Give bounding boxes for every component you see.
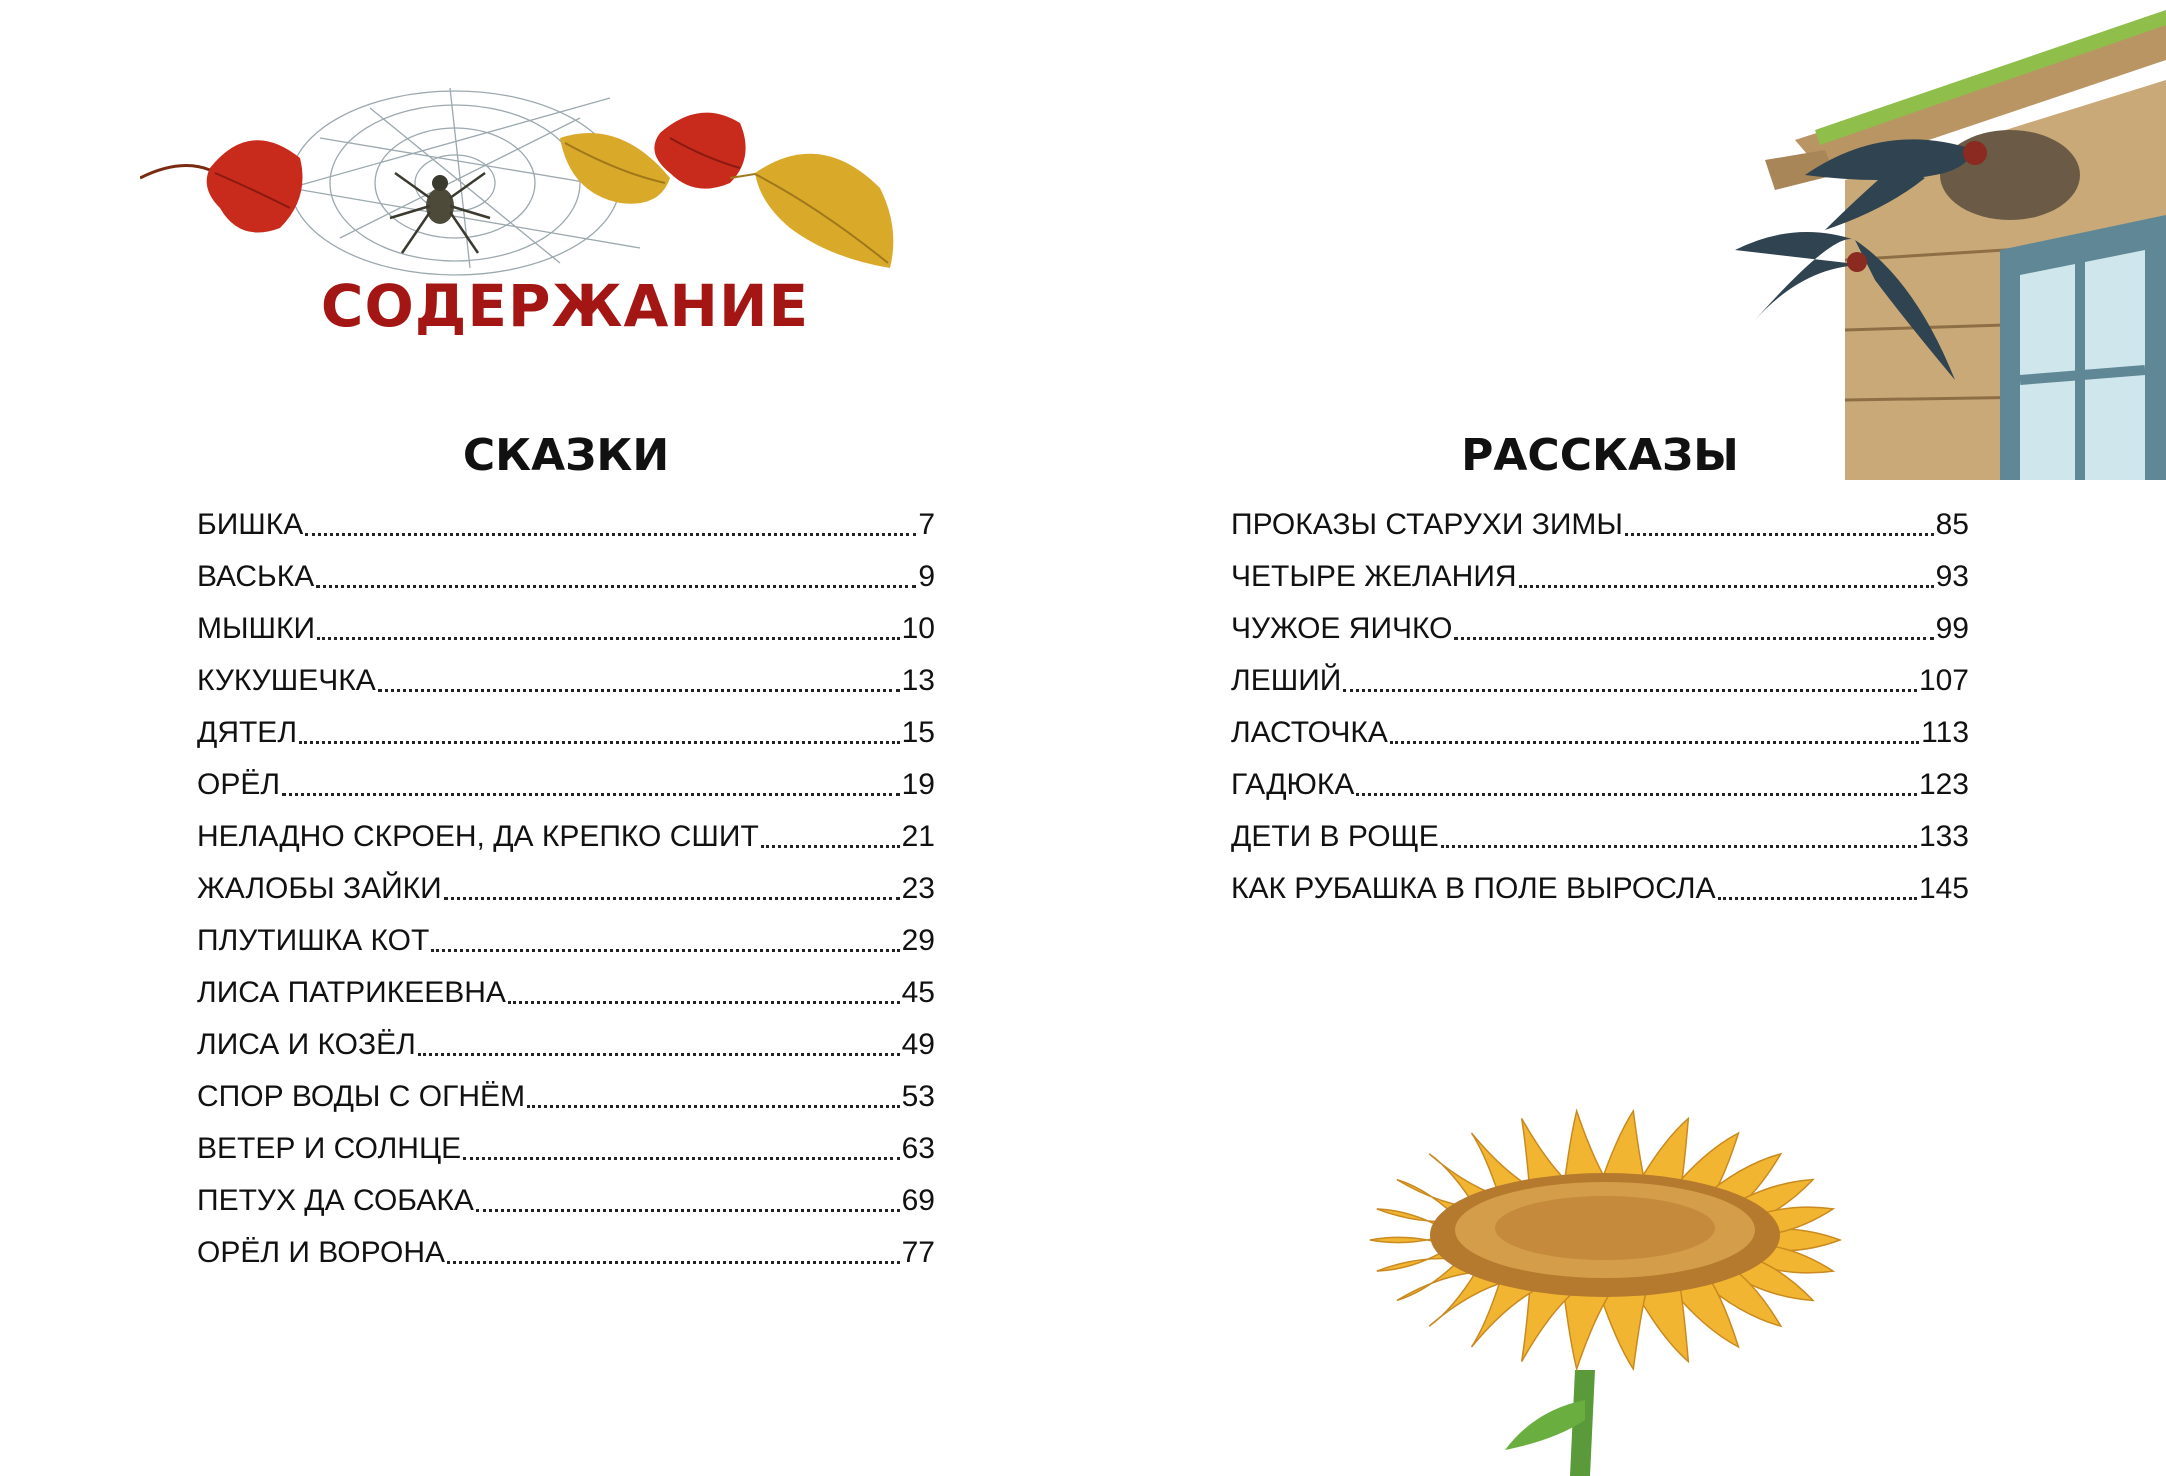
toc-entry-page: 123 — [1918, 768, 1969, 801]
toc-leader-dots — [447, 1261, 900, 1264]
toc-entry-page: 113 — [1921, 716, 1969, 749]
toc-leader-dots — [418, 1053, 900, 1056]
toc-entry — [197, 1123, 935, 1175]
toc-entry — [197, 707, 935, 759]
toc-entry-page: 23 — [901, 872, 935, 905]
toc-leader-dots — [1343, 689, 1917, 692]
toc-entry-page: 77 — [901, 1236, 935, 1269]
spider-icon — [390, 173, 490, 253]
toc-entry — [197, 603, 935, 655]
toc-entry — [1231, 603, 1969, 655]
toc-leader-dots — [1390, 741, 1919, 744]
toc-entry-title: ЛИСА ПАТРИКЕЕВНА — [197, 976, 506, 1009]
toc-leader-dots — [1454, 637, 1933, 640]
toc-leader-dots — [316, 585, 916, 588]
stories-heading: РАССКАЗЫ — [1461, 430, 1739, 481]
toc-entry-page: 107 — [1918, 664, 1969, 697]
toc-entry-title: ПЛУТИШКА КОТ — [197, 924, 430, 957]
toc-entry-page: 15 — [901, 716, 935, 749]
toc-leader-dots — [431, 949, 899, 952]
toc-entry — [1231, 655, 1969, 707]
toc-entry-page: 85 — [1935, 508, 1969, 541]
window — [2000, 215, 2166, 480]
red-leaf-left — [140, 140, 303, 232]
toc-entry-title: МЫШКИ — [197, 612, 316, 645]
toc-entry-title: ОРЁЛ И ВОРОНА — [197, 1236, 445, 1269]
toc-entry-title: ОРЁЛ — [197, 768, 281, 801]
toc-entry — [197, 551, 935, 603]
toc-entry-title: ЧЕТЫРЕ ЖЕЛАНИЯ — [1231, 560, 1517, 593]
toc-entry-title: ДЯТЕЛ — [197, 716, 298, 749]
toc-entry-title: КАК РУБАШКА В ПОЛЕ ВЫРОСЛА — [1231, 872, 1716, 905]
toc-entry-page: 53 — [901, 1080, 935, 1113]
toc-entry-page: 13 — [901, 664, 935, 697]
toc-entry-page: 99 — [1935, 612, 1969, 645]
toc-entry-page: 7 — [918, 508, 935, 541]
toc-entry-page: 9 — [918, 560, 935, 593]
toc-entry-page: 145 — [1918, 872, 1969, 905]
toc-leader-dots — [444, 897, 900, 900]
toc-entry-page: 63 — [901, 1132, 935, 1165]
toc-leader-dots — [317, 637, 900, 640]
toc-entry — [197, 967, 935, 1019]
toc-leader-dots — [761, 845, 900, 848]
fairy-tales-list — [197, 499, 935, 1279]
toc-entry-page: 45 — [901, 976, 935, 1009]
toc-entry — [1231, 811, 1969, 863]
page-title: СОДЕРЖАНИЕ — [320, 272, 810, 340]
toc-leader-dots — [1519, 585, 1934, 588]
yellow-leaf-right — [730, 154, 893, 268]
toc-entry — [1231, 707, 1969, 759]
toc-entry-title: ЧУЖОЕ ЯИЧКО — [1231, 612, 1453, 645]
toc-entry — [1231, 759, 1969, 811]
sunflower-petal — [1522, 1285, 1575, 1361]
toc-entry — [197, 1019, 935, 1071]
toc-leader-dots — [1718, 897, 1917, 900]
toc-entry-page: 69 — [901, 1184, 935, 1217]
toc-entry — [197, 759, 935, 811]
toc-entry-page: 49 — [901, 1028, 935, 1061]
sunflower-illustration — [1285, 1070, 1925, 1476]
toc-leader-dots — [1356, 793, 1917, 796]
toc-entry — [197, 499, 935, 551]
nest — [1940, 130, 2080, 220]
toc-leader-dots — [476, 1209, 900, 1212]
toc-entry-title: ДЕТИ В РОЩЕ — [1231, 820, 1439, 853]
toc-entry-title: ПРОКАЗЫ СТАРУХИ ЗИМЫ — [1231, 508, 1623, 541]
toc-entry-page: 93 — [1935, 560, 1969, 593]
toc-entry-page: 19 — [901, 768, 935, 801]
sunflower-stem — [1505, 1370, 1595, 1476]
toc-entry-title: ЛЕШИЙ — [1231, 664, 1342, 697]
toc-entry-title: ВЕТЕР И СОЛНЦЕ — [197, 1132, 462, 1165]
toc-entry — [197, 863, 935, 915]
toc-entry — [197, 1071, 935, 1123]
toc-entry — [1231, 551, 1969, 603]
toc-leader-dots — [282, 793, 900, 796]
toc-entry — [197, 1227, 935, 1279]
toc-entry — [197, 1175, 935, 1227]
toc-entry-title: ЛИСА И КОЗЁЛ — [197, 1028, 416, 1061]
toc-entry-title: СПОР ВОДЫ С ОГНЁМ — [197, 1080, 526, 1113]
toc-leader-dots — [305, 533, 916, 536]
yellow-leaf-middle — [560, 133, 670, 204]
toc-leader-dots — [508, 1001, 900, 1004]
toc-entry-title: ЖАЛОБЫ ЗАЙКИ — [197, 872, 442, 905]
toc-entry — [197, 811, 935, 863]
sunflower-petal — [1599, 1290, 1646, 1369]
toc-entry — [1231, 863, 1969, 915]
toc-entry-title: ПЕТУХ ДА СОБАКА — [197, 1184, 474, 1217]
toc-entry-title: ВАСЬКА — [197, 560, 315, 593]
fairy-tales-heading: СКАЗКИ — [462, 430, 670, 481]
toc-leader-dots — [1441, 845, 1917, 848]
sunflower-center — [1430, 1173, 1780, 1297]
stories-list — [1231, 499, 1969, 915]
toc-entry-title: КУКУШЕЧКА — [197, 664, 376, 697]
toc-leader-dots — [1625, 533, 1934, 536]
spider-web-leaves-illustration — [140, 78, 920, 278]
toc-leader-dots — [378, 689, 900, 692]
toc-entry-title: БИШКА — [197, 508, 304, 541]
toc-entry-page: 29 — [901, 924, 935, 957]
toc-entry — [1231, 499, 1969, 551]
toc-entry-title: ГАДЮКА — [1231, 768, 1355, 801]
toc-entry-title: НЕЛАДНО СКРОЕН, ДА КРЕПКО СШИТ — [197, 820, 759, 853]
toc-leader-dots — [299, 741, 900, 744]
toc-entry-page: 21 — [901, 820, 935, 853]
toc-leader-dots — [463, 1157, 899, 1160]
toc-entry-page: 133 — [1918, 820, 1969, 853]
toc-entry-title: ЛАСТОЧКА — [1231, 716, 1388, 749]
toc-leader-dots — [527, 1105, 900, 1108]
toc-entry — [197, 915, 935, 967]
toc-entry-page: 10 — [901, 612, 935, 645]
toc-entry — [197, 655, 935, 707]
swallows-house-illustration — [1735, 0, 2166, 480]
sunflower-petal — [1563, 1290, 1610, 1369]
